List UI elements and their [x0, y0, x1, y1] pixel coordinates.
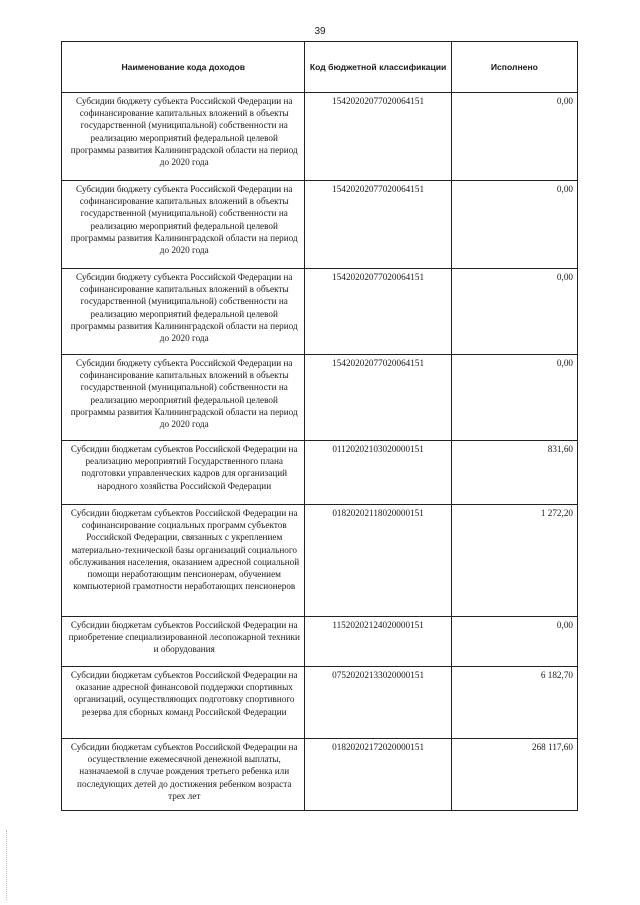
table-row: [62, 667, 578, 739]
table-row: [62, 93, 578, 181]
executed-value-cell: 0,00: [451, 181, 577, 269]
header-budget-code: Код бюджетной классификации: [305, 42, 451, 93]
table-row: [62, 269, 578, 355]
page-number: 39: [314, 26, 326, 37]
table-row: [62, 739, 578, 811]
budget-code-cell: 15420202077020064151: [305, 269, 451, 355]
revenue-name-cell: Субсидии бюджетам субъектов Российской Федерации на софинансирование социальных программ субъектов Российской Федерации, связанных с укреплением материально-технической базы организаций социального обслуживания населения, оказанием адресной социальной помощи неработающим пенсионерам, обучением компьютерной грамотности неработающих пенсионеров: [62, 505, 305, 617]
revenue-name-cell: Субсидии бюджетам субъектов Российской Федерации на приобретение специализированной лесопожарной техники и оборудования: [62, 617, 305, 667]
table-row: [62, 505, 578, 617]
header-revenue-name: Наименование кода доходов: [62, 42, 305, 93]
header-executed: Исполнено: [451, 42, 577, 93]
executed-value-cell: 268 117,60: [451, 739, 577, 811]
executed-value-cell: 1 272,20: [451, 505, 577, 617]
budget-code-cell: 15420202077020064151: [305, 181, 451, 269]
executed-value-cell: 831,60: [451, 441, 577, 505]
revenue-name-cell: Субсидии бюджету субъекта Российской Федерации на софинансирование капитальных вложений в объекты государственной (муниципальной) собственности на реализацию мероприятий федеральной целевой программы развития Калининградской области на период до 2020 года: [62, 355, 305, 441]
budget-code-cell: 11520202124020000151: [305, 617, 451, 667]
budget-code-cell: 01120202103020000151: [305, 441, 451, 505]
executed-value-cell: 0,00: [451, 617, 577, 667]
executed-value-cell: 0,00: [451, 93, 577, 181]
table-row: [62, 181, 578, 269]
revenue-name-cell: Субсидии бюджету субъекта Российской Федерации на софинансирование капитальных вложений в объекты государственной (муниципальной) собственности на реализацию мероприятий федеральной целевой программы развития Калининградской области на период до 2020 года: [62, 181, 305, 269]
table-row: [62, 441, 578, 505]
table-header-row: [62, 42, 578, 93]
budget-code-cell: 01820202118020000151: [305, 505, 451, 617]
executed-value-cell: 6 182,70: [451, 667, 577, 739]
revenue-name-cell: Субсидии бюджетам субъектов Российской Федерации на оказание адресной финансовой поддержки спортивных организаций, осуществляющих подготовку спортивного резерва для сборных команд Российской Федерации: [62, 667, 305, 739]
budget-code-cell: 01820202172020000151: [305, 739, 451, 811]
table-row: [62, 617, 578, 667]
budget-code-cell: 07520202133020000151: [305, 667, 451, 739]
revenue-name-cell: Субсидии бюджетам субъектов Российской Федерации на реализацию мероприятий Государственного плана подготовки управленческих кадров для организаций народного хозяйства Российской Федерации: [62, 441, 305, 505]
revenue-name-cell: Субсидии бюджету субъекта Российской Федерации на софинансирование капитальных вложений в объекты государственной (муниципальной) собственности на реализацию мероприятий федеральной целевой программы развития Калининградской области на период до 2020 года: [62, 93, 305, 181]
revenue-name-cell: Субсидии бюджету субъекта Российской Федерации на софинансирование капитальных вложений в объекты государственной (муниципальной) собственности на реализацию мероприятий федеральной целевой программы развития Калининградской области на период до 2020 года: [62, 269, 305, 355]
revenue-table: [61, 41, 578, 811]
revenue-name-cell: Субсидии бюджетам субъектов Российской Федерации на осуществление ежемесячной денежной выплаты, назначаемой в случае рождения третьего ребенка или последующих детей до достижения ребенком возраста трех лет: [62, 739, 305, 811]
budget-code-cell: 15420202077020064151: [305, 93, 451, 181]
executed-value-cell: 0,00: [451, 269, 577, 355]
table-row: [62, 355, 578, 441]
scan-margin-mark: [6, 830, 8, 900]
executed-value-cell: 0,00: [451, 355, 577, 441]
budget-code-cell: 15420202077020064151: [305, 355, 451, 441]
